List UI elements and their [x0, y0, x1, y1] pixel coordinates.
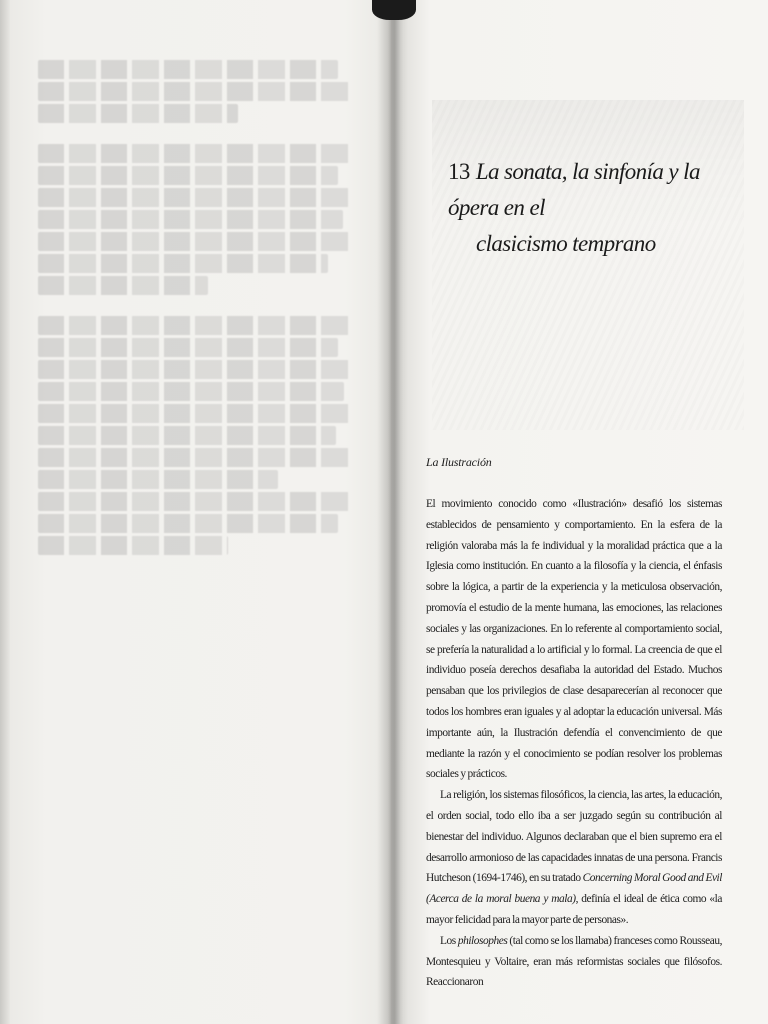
paragraph-2-book-title: Concerning Moral Good and Evil (Acerca de la moral buena y mala): [426, 872, 722, 906]
paragraph-3: [426, 931, 722, 993]
chapter-number: 13: [448, 159, 470, 184]
paragraph-2-text-a: La religión, los sistemas filosóficos, la ciencia, las artes, la educación, el orden social, todo ello iba a ser juzgado según su contribución al bienestar del individuo. Algunos declaraban que el bien supremo era el desarrollo armonioso de las capacidades innatas de una persona. Francis Hutcheson (1694-1746), en su tratado: [426, 789, 722, 885]
chapter-header-panel: [432, 100, 744, 430]
right-page: [410, 0, 768, 1024]
chapter-title: [448, 154, 738, 262]
paragraph-2-text-b: , definía el ideal de ética como «la mayor felicidad para la mayor parte de personas».: [426, 893, 722, 926]
book-gutter: [378, 0, 408, 1024]
paragraph-1: El movimiento conocido como «Ilustración» desafió los sistemas establecidos de pensamiento y comportamiento. En la esfera de la religión valoraba más la fe individual y la moralidad práctica que a la Iglesia como institución. En cuanto a la filosofía y la ciencia, el énfasis sobre la lógica, a partir de la experiencia y la meticulosa observación, promovía el estudio de la mente humana, las emociones, las relaciones sociales y las organizaciones. En lo referente al comportamiento social, se prefería la naturalidad a lo artificial y lo formal. La creencia de que el individuo poseía derechos desafiaba la autoridad del Estado. Muchos pensaban que los privilegios de clase desaparecerían al reconocer que todos los hombres eran iguales y al adoptar la educación universal. Más importante aún, la Ilustración defendía el convencimiento de que mediante la razón y el conocimiento se podían resolver los problemas sociales y prácticos.: [426, 498, 722, 781]
paragraph-2: [426, 785, 722, 931]
paragraph-3-term: philosophes: [457, 934, 508, 947]
left-page-edge: [0, 0, 10, 1024]
paragraph-3-text-b: (tal como se los llamaba) franceses como Rousseau, Montesquieu y Voltaire, eran más reformistas sociales que filósofos. Reaccionaron: [426, 934, 722, 989]
chapter-title-line-1: La sonata, la sinfonía y la ópera en el: [448, 159, 700, 220]
section-heading: La Ilustración: [426, 455, 492, 469]
paragraph-3-text-a: Los: [440, 934, 458, 947]
chapter-title-line-2: clasicismo temprano: [476, 231, 656, 256]
running-head-faded: [430, 68, 742, 77]
left-page-bleed-through: [38, 60, 358, 558]
body-text: [426, 494, 722, 993]
